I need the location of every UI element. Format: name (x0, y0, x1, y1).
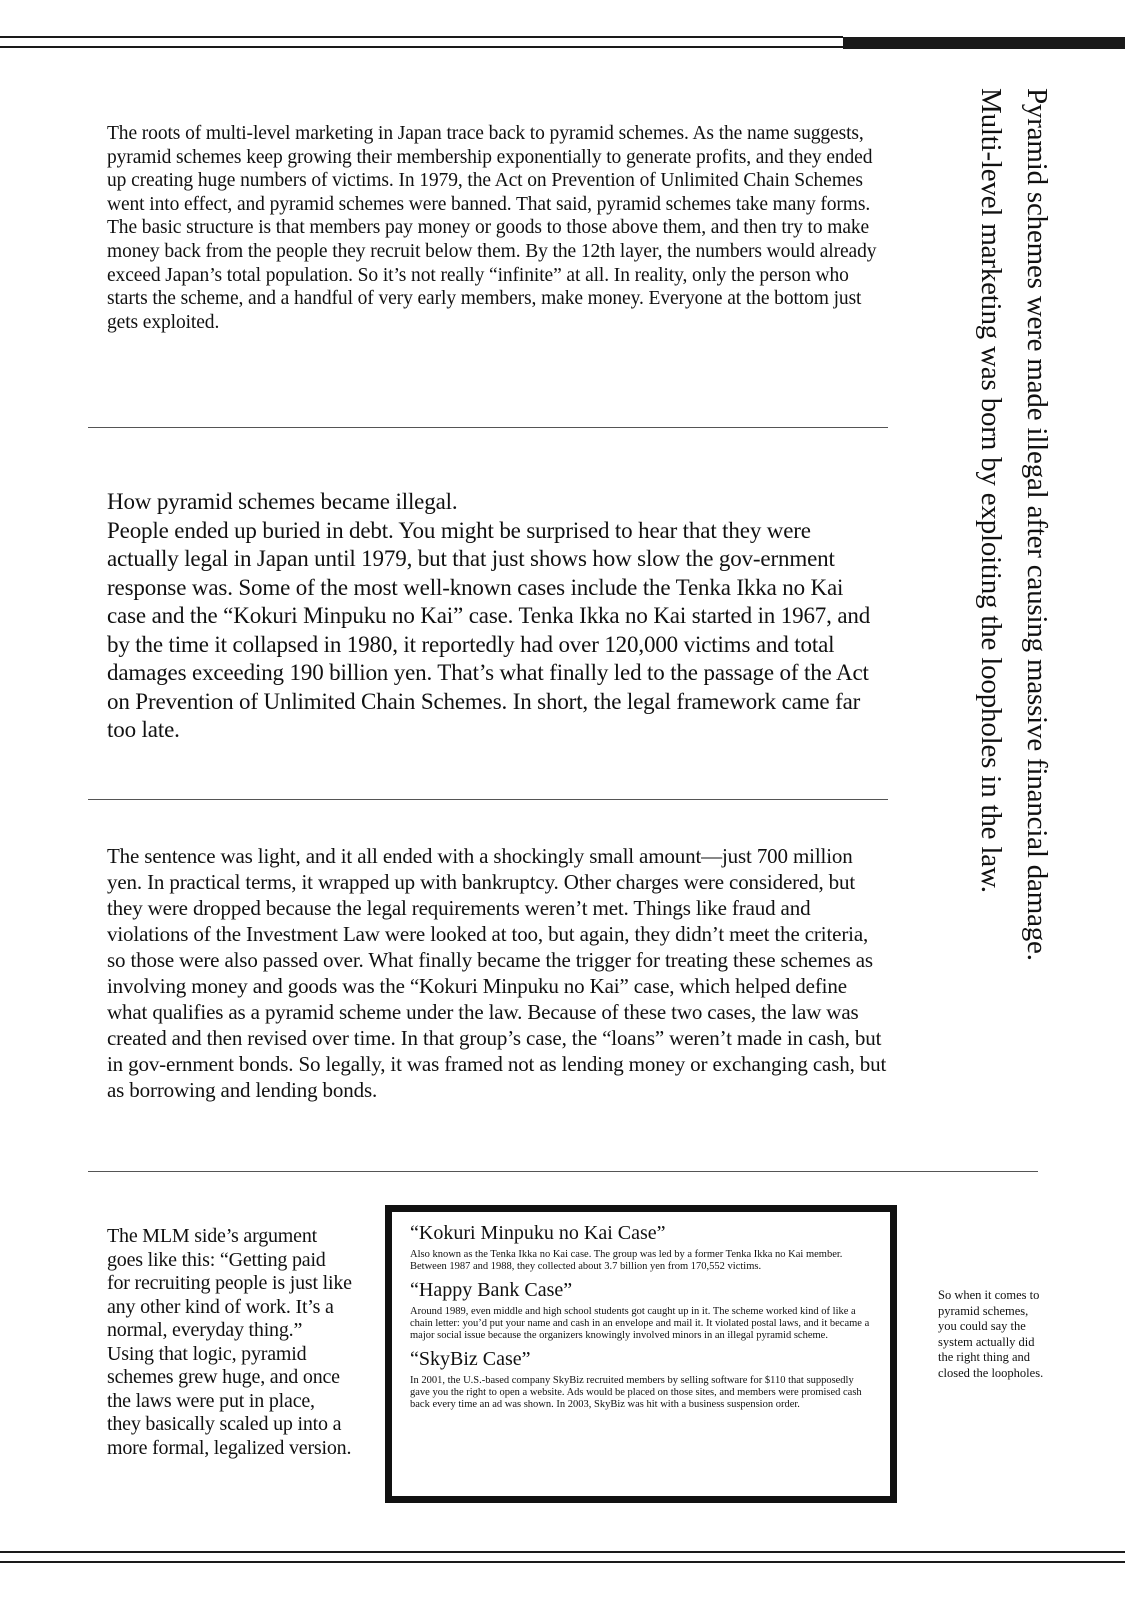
bottom-rule-lower (0, 1561, 1125, 1563)
case-title: “Happy Bank Case” (410, 1279, 573, 1301)
top-rule-thick (843, 37, 1125, 49)
top-rule-thin-lower (0, 46, 843, 48)
section-illegal (107, 488, 887, 745)
case-kokuri (410, 1222, 876, 1273)
divider-1 (88, 427, 888, 428)
case-body: Also known as the Tenka Ikka no Kai case. The group was led by a former Tenka Ikka no Kai member. Between 1987 and 1988, they collected about 3.7 billion yen from 170,552 victims. (410, 1249, 843, 1272)
intro-paragraph: The roots of multi-level marketing in Japan trace back to pyramid schemes. As the name suggests, pyramid schemes keep growing their membership exponentially to generate profits, and they ended up creating huge numbers of victims. In 1979, the Act on Prevention of Unlimited Chain Schemes went into effect, and pyramid schemes were banned. That said, pyramid schemes take many forms. The basic structure is that members pay money or goods to those above them, and then try to make money back from the people they recruit below them. By the 12th layer, the numbers would already exceed Japan’s total population. So it’s not really “infinite” at all. In reality, only the person who starts the scheme, and a handful of very early members, make money. Everyone at the bottom just gets exploited. (107, 123, 877, 333)
top-rule-thin-upper (0, 36, 843, 38)
divider-3 (88, 1171, 1038, 1172)
divider-2 (88, 799, 888, 800)
case-body: In 2001, the U.S.-based company SkyBiz recruited members by selling software for $110 that supposedly gave you the right to open a website. Ads would be placed on those sites, and members were promised cash back every time an ad was shown. In 2003, SkyBiz was hit with a business suspension order. (410, 1375, 862, 1410)
section-illegal-heading: How pyramid schemes became illegal. (107, 489, 458, 514)
side-note: So when it comes to pyramid schemes, you could say the system actually did the right thing and closed the loopholes. (938, 1288, 1044, 1380)
case-happy-bank (410, 1279, 876, 1342)
case-skybiz (410, 1348, 876, 1411)
case-body: Around 1989, even middle and high school students got caught up in it. The scheme worked kind of like a chain letter: you’d put your name and cash in an envelope and mail it. It violated postal laws, and it became a major social issue because the organizers knowingly involved minors in an illegal pyramid scheme. (410, 1306, 870, 1341)
bottom-rule-upper (0, 1551, 1125, 1553)
vertical-heading-line-2: Multi-level marketing was born by exploiting the loopholes in the law. (975, 88, 1007, 893)
sentence-paragraph: The sentence was light, and it all ended with a shockingly small amount—just 700 million yen. In practical terms, it wrapped up with bankruptcy. Other charges were considered, but they were dropped because the legal requirements weren’t met. Things like fraud and violations of the Investment Law were looked at too, but again, they didn’t meet the criteria, so those were also passed over. What finally became the trigger for treating these schemes as involving money and goods was the “Kokuri Minpuku no Kai” case, which helped define what qualifies as a pyramid scheme under the law. Because of these two cases, the law was created and then revised over time. In that group’s case, the “loans” weren’t made in cash, but in gov-ernment bonds. So legally, it was framed not as lending money or exchanging cash, but as borrowing and lending bonds. (107, 844, 887, 1102)
case-title: “SkyBiz Case” (410, 1348, 531, 1370)
section-illegal-body: People ended up buried in debt. You might be surprised to hear that they were actually legal in Japan until 1979, but that just shows how slow the gov-ernment response was. Some of the most well-known cases include the Tenka Ikka no Kai case and the “Kokuri Minpuku no Kai” case. Tenka Ikka no Kai started in 1967, and by the time it collapsed in 1980, it reportedly had over 120,000 victims and total damages exceeding 190 billion yen. That’s what finally led to the passage of the Act on Prevention of Unlimited Chain Schemes. In short, the legal framework came far too late. (107, 517, 871, 742)
mlm-argument-paragraph: The MLM side’s argument goes like this: “Getting paid for recruiting people is just like any other kind of work. It’s a normal, everyday thing.” Using that logic, pyramid schemes grew huge, and once the laws were put in place, they basically scaled up into a more formal, legalized version. (107, 1225, 352, 1459)
vertical-heading (960, 88, 1060, 1148)
vertical-heading-line-1: Pyramid schemes were made illegal after causing massive financial damage. (1021, 88, 1053, 961)
case-title: “Kokuri Minpuku no Kai Case” (410, 1222, 666, 1244)
cases-box (385, 1205, 897, 1503)
